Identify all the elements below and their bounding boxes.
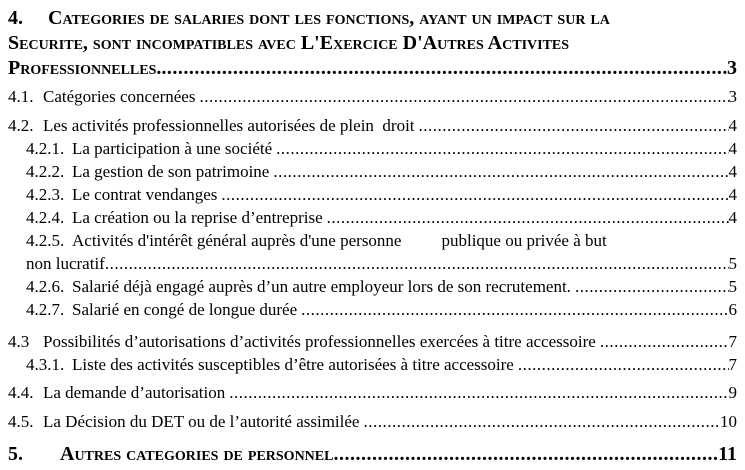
page-number: 7 <box>728 332 737 351</box>
toc-entry-4-1[interactable] <box>8 85 737 108</box>
page-number: 4 <box>728 208 737 227</box>
entry-number: 4.2.6. <box>26 277 65 296</box>
entry-title: Categories de salaries dont les fonctions, ayant un impact sur la <box>48 7 610 29</box>
entry-number: 4.5. <box>8 412 34 431</box>
entry-number: 4. <box>8 7 23 29</box>
toc-entry-4-line3[interactable] <box>8 56 737 81</box>
entry-title: Professionnelles. <box>8 57 162 79</box>
page-number: 5 <box>728 277 737 296</box>
toc-entry-4-2-1[interactable] <box>8 137 737 160</box>
entry-title: Salarié déjà engagé auprès d’un autre employeur lors de son recrutement. <box>72 277 571 296</box>
page-number: 10 <box>720 412 737 431</box>
page-number: 7 <box>728 355 737 374</box>
dot-leader <box>333 442 718 467</box>
page-number: 4 <box>728 139 737 158</box>
toc-entry-4-line1[interactable] <box>8 6 737 31</box>
entry-title: La participation à une société <box>72 139 273 158</box>
dot-leader <box>221 183 728 206</box>
dot-leader <box>276 137 728 160</box>
entry-number: 4.3.1. <box>26 355 65 374</box>
page-number: 3 <box>728 87 737 106</box>
entry-title: La demande d’autorisation <box>43 383 226 402</box>
entry-title: Activités d'intérêt général auprès d'une personne <box>72 231 402 250</box>
page-number: 11 <box>718 443 737 465</box>
entry-number: 4.2.3. <box>26 185 65 204</box>
toc-entry-4-2-5-line1[interactable] <box>8 229 737 252</box>
toc-entry-4-2-7[interactable] <box>8 298 737 321</box>
dot-leader <box>363 410 720 433</box>
page-number: 9 <box>728 383 737 402</box>
entry-title: La gestion de son patrimoine <box>72 162 270 181</box>
entry-title: La Décision du DET ou de l’autorité assimilée <box>43 412 360 431</box>
toc-entry-4-3-1[interactable] <box>8 353 737 376</box>
toc-entry-4-2-3[interactable] <box>8 183 737 206</box>
entry-title: La création ou la reprise d’entreprise <box>72 208 323 227</box>
dot-leader <box>229 381 728 404</box>
dot-leader <box>600 330 729 353</box>
page-number: 4 <box>728 162 737 181</box>
toc-entry-4-2-5-line2[interactable] <box>8 252 737 275</box>
entry-number: 4.2.5. <box>26 231 65 250</box>
entry-number: 5. <box>8 443 23 465</box>
toc-entry-4-2[interactable] <box>8 114 737 137</box>
entry-number: 4.1. <box>8 87 34 106</box>
toc-entry-4-line2[interactable] <box>8 31 737 56</box>
page-number: 3 <box>727 57 737 79</box>
entry-title: Le contrat vendanges <box>72 185 218 204</box>
toc-entry-4-2-6[interactable] <box>8 275 737 298</box>
entry-title: Securite, sont incompatibles avec L'Exercice D'Autres Activites <box>8 32 570 54</box>
dot-leader <box>518 353 729 376</box>
entry-title: Autres categories de personnel <box>60 443 334 465</box>
entry-title: Possibilités d’autorisations d’activités professionnelles exercées à titre accessoire <box>43 332 596 351</box>
entry-title: publique ou privée à but <box>441 231 607 250</box>
entry-title: Salarié en congé de longue durée <box>72 300 298 319</box>
entry-number: 4.2.7. <box>26 300 65 319</box>
page-number: 4 <box>728 116 737 135</box>
toc-entry-4-3[interactable] <box>8 330 737 353</box>
dot-leader <box>327 206 729 229</box>
dot-leader <box>273 160 728 183</box>
dot-leader <box>105 252 729 275</box>
toc-entry-4-2-2[interactable] <box>8 160 737 183</box>
entry-number: 4.2.4. <box>26 208 65 227</box>
entry-number: 4.4. <box>8 383 34 402</box>
dot-leader <box>419 114 729 137</box>
entry-number: 4.2. <box>8 116 34 135</box>
dot-leader <box>199 85 728 108</box>
page-number: 5 <box>728 254 737 273</box>
toc-entry-5[interactable] <box>8 442 737 467</box>
toc-entry-4-5[interactable] <box>8 410 737 433</box>
entry-title: non lucratif <box>26 254 105 273</box>
entry-title: Les activités professionnelles autorisées de plein droit <box>43 116 415 135</box>
page-number: 6 <box>728 300 737 319</box>
entry-number: 4.2.1. <box>26 139 65 158</box>
entry-title: Catégories concernées <box>43 87 196 106</box>
entry-title: Liste des activités susceptibles d’être autorisées à titre accessoire <box>72 355 514 374</box>
dot-leader <box>301 298 728 321</box>
dot-leader <box>575 275 729 298</box>
dot-leader <box>161 56 727 81</box>
toc-entry-4-2-4[interactable] <box>8 206 737 229</box>
entry-number: 4.2.2. <box>26 162 65 181</box>
entry-number: 4.3 <box>8 332 30 351</box>
toc-entry-4-4[interactable] <box>8 381 737 404</box>
page-number: 4 <box>728 185 737 204</box>
